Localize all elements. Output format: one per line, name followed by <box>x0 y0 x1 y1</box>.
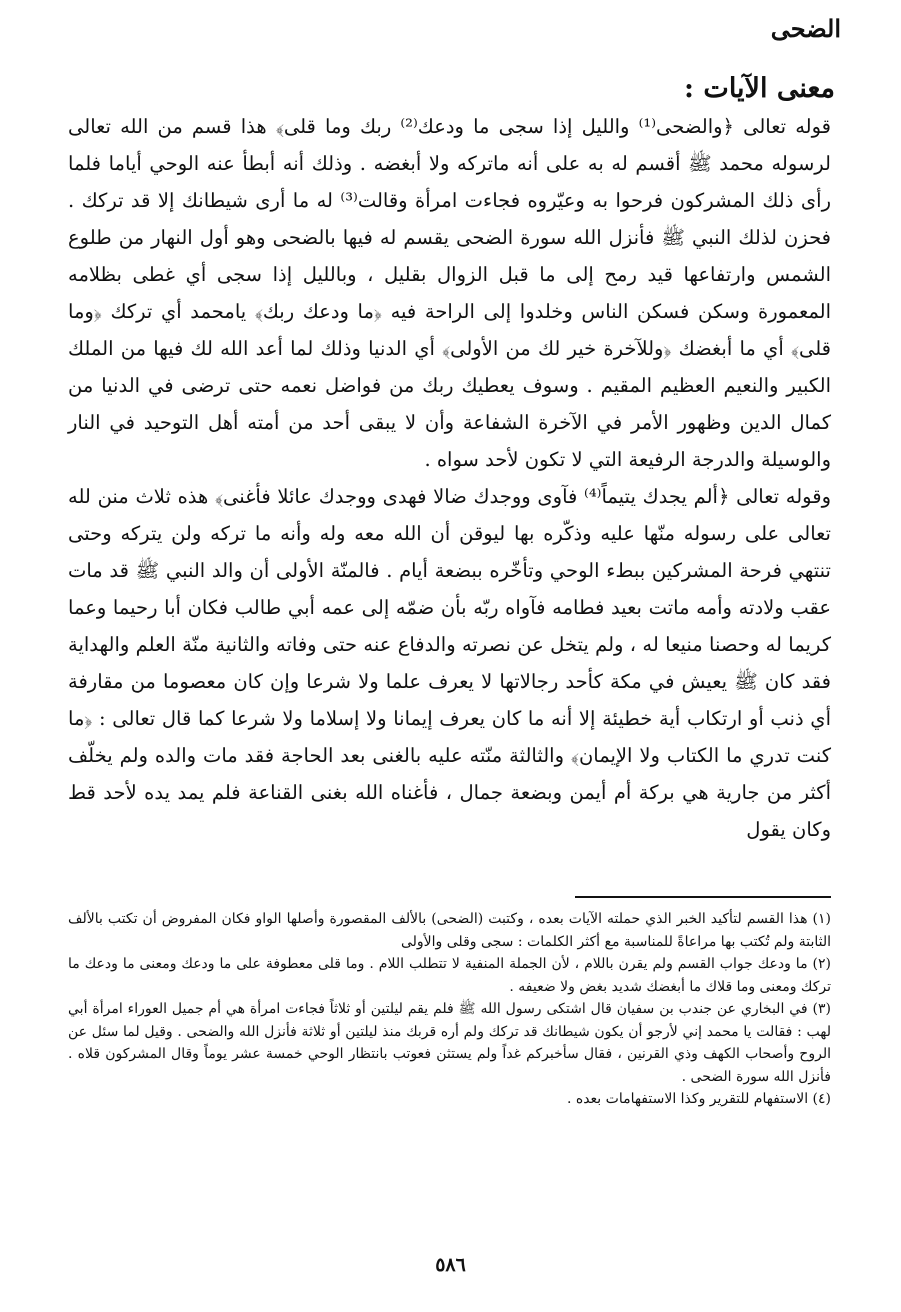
main-text <box>68 108 831 848</box>
section-title: معنى الآيات : <box>684 73 835 104</box>
footnotes <box>68 908 831 1111</box>
footnote-3: (٣) في البخاري عن جندب بن سفيان قال اشتكى رسول الله ﷺ فلم يقم ليلتين أو ثلاثاً فجاءت امرأة هي أم جميل العوراء امرأة أبي لهب : فقالت يا محمد إني لأرجو أن يكون شيطانك قد تركك ولم أره قربك منذ ليلتين أو ثلاثة فأنزل الله والضحى . وقيل لما سئل عن الروح وأصحاب الكهف وذي القرنين ، فقال سأخبركم غداً ولم يستثن فعوتب بانتظار الوحي خمسة عشر يوماً وقال المشركون قلاه . فأنزل الله سورة الضحى . <box>68 1001 831 1085</box>
footnote-2: (٢) ما ودعك جواب القسم ولم يقرن باللام ، لأن الجملة المنفية لا تتطلب اللام . وما قلى معطوفة على ما ودعك ومعنى ما ودعك ما تركك ومعنى وما قلاك ما أبغضك شديد بغض ولا ضعيفه . <box>68 956 831 995</box>
footnote-separator <box>575 896 831 898</box>
paragraph-2: وقوله تعالى ﴿ألم يجدك يتيماً⁽⁴⁾ فآوى ووجدك ضالا فهدى ووجدك عائلا فأغنى﴾ هذه ثلاث منن لله تعالى على رسوله منّها عليه وذكّره بها ليوقن أن الله معه وله وأنه ما تركه ولن يتركه وحتى تنتهي فرحة المشركين ببطء الوحي وتأخّره ببضعة أيام . فالمنّة الأولى أن والد النبي ﷺ قد مات عقب ولادته وأمه ماتت بعيد فطامه فآواه ربّه بأن ضمّه إلى عمه أبي طالب فكان أبا رحيما وعما كريما له وحصنا منيعا له ، ولم يتخل عن نصرته والدفاع عنه حتى وفاته والثانية منّة العلم والهداية فقد كان ﷺ يعيش في مكة كأحد رجالاتها لا يعرف علما ولا شرعا وإن كان معصوما من مقارفة أي ذنب أو ارتكاب أية خطيئة إلا أنه ما كان يعرف إيمانا ولا إسلاما ولا شرعا كما قال تعالى : ﴿ما كنت تدري ما الكتاب ولا الإيمان﴾ والثالثة منّته عليه بالغنى بعد الحاجة فقد مات والده ولم يخلّف أكثر من جارية هي بركة أم أيمن وبضعة جمال ، فأغناه الله بغنى القناعة فلم يمد يده لأحد قط وكان يقول <box>68 485 831 841</box>
running-header: الضحى <box>770 14 841 43</box>
paragraph-1: قوله تعالى ﴿والضحى⁽¹⁾ والليل إذا سجى ما ودعك⁽²⁾ ربك وما قلى﴾ هذا قسم من الله تعالى لرسوله محمد ﷺ أقسم له به على أنه ماتركه ولا أبغضه . وذلك أنه أبطأ عنه الوحي أياما فلما رأى ذلك المشركون فرحوا به وعيّروه فجاءت امرأة وقالت⁽³⁾ له ما أرى شيطانك إلا قد تركك . فحزن لذلك النبي ﷺ فأنزل الله سورة الضحى يقسم له فيها بالضحى وهو أول النهار من طلوع الشمس وارتفاعها قيد رمح إلى ما قبل الزوال بقليل ، وبالليل إذا سجى أي غطى بظلامه المعمورة وسكن فسكن الناس وخلدوا إلى الراحة فيه ﴿ما ودعك ربك﴾ يامحمد أي تركك ﴿وما قلى﴾ أي ما أبغضك ﴿وللآخرة خير لك من الأولى﴾ أي الدنيا وذلك لما أعد الله لك فيها من الملك الكبير والنعيم العظيم المقيم . وسوف يعطيك ربك من فواضل نعمه حتى ترضى في الدنيا من كمال الدين وظهور الأمر في الآخرة الشفاعة وأن لا يبقى أحد من أمته أهل التوحيد في النار والوسيلة والدرجة الرفيعة التي لا تكون لأحد سواه . <box>68 115 832 471</box>
page-number: ٥٨٦ <box>435 1254 466 1276</box>
footnote-1: (١) هذا القسم لتأكيد الخبر الذي حملته الآيات بعده ، وكتبت (الضحى) بالألف المقصورة وأصلها الواو فكان المفروض أن تكتب بالألف الثابتة ولم تُكتب بها مراعاةً للمناسبة مع أكثر الكلمات : سجى وقلى والأولى <box>68 911 831 950</box>
footnote-4: (٤) الاستفهام للتقرير وكذا الاستفهامات بعده . <box>566 1091 831 1107</box>
